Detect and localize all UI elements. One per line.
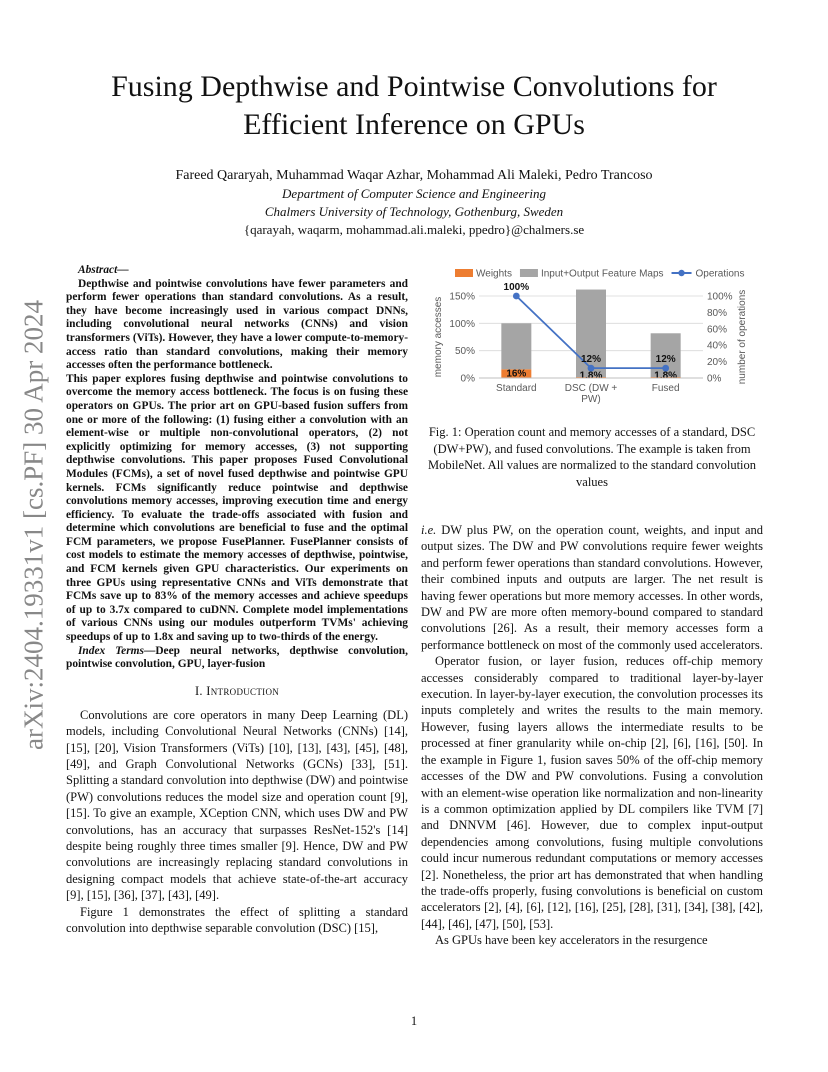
abstract-paragraph-1: Depthwise and pointwise convolutions have fewer parameters and perform fewer operations than standard convolutions. As a result, they have become increasingly used in various compact DNNs, including convolutional neural networks (CNNs) and vision transformers (ViTs). However, they have a lower compute-to-memory-access ratio than standard convolutions, making their memory accesses often the performance bottleneck. xyxy=(66,277,408,372)
y2-tick-label: 0% xyxy=(707,373,722,385)
weights-data-label: 1.8% xyxy=(654,370,678,382)
university: Chalmers University of Technology, Gothenburg, Sweden xyxy=(264,204,564,219)
right-column-text xyxy=(421,522,763,949)
legend-swatch-icon xyxy=(455,269,473,277)
department: Department of Computer Science and Engineering xyxy=(282,186,546,201)
operations-point xyxy=(513,293,520,300)
y2-tick-label: 80% xyxy=(707,307,728,319)
y2-tick-label: 60% xyxy=(707,324,728,336)
y2-axis-title: number of operations xyxy=(737,289,748,385)
weights-data-label: 16% xyxy=(506,368,527,380)
legend-entry-0: Weights xyxy=(476,268,512,280)
page-number: 1 xyxy=(410,1014,418,1028)
section-name: Introduction xyxy=(206,683,280,698)
right-paragraph-3: As GPUs have been key accelerators in the resurgence xyxy=(435,933,708,948)
author-emails: {qarayah, waqarm, mohammad.ali.maleki, ppedro}@chalmers.se xyxy=(243,222,585,237)
y-axis-title: memory accesses xyxy=(433,296,444,378)
operations-data-label: 12% xyxy=(580,354,602,366)
right-paragraph-1-text: DW plus PW, on the operation count, weights, and input and output sizes. The DW and PW convolutions require fewer weights and perform fewer operations than standard convolutions. However, their combined inputs and outputs are larger. The net result is having fewer operations but more memory accesses. In other words, DW and PW are more often memory-bound compared to standard convolutions [26]. As a result, their memory accesses form a performance bottleneck on most of the commonly used accelerators. xyxy=(421,523,763,652)
authors: Fareed Qararyah, Muhammad Waqar Azhar, Mohammad Ali Maleki, Pedro Trancoso xyxy=(175,168,653,183)
title-line-1: Fusing Depthwise and Pointwise Convolutions for xyxy=(111,70,717,103)
section-number: I. xyxy=(194,683,207,698)
right-paragraph-1 xyxy=(421,522,763,653)
y2-tick-label: 20% xyxy=(707,357,728,369)
intro-paragraph-1: Convolutions are core operators in many Deep Learning (DL) models, including Convolutional Neural Networks (CNNs) [14], [15], [20], Vision Transformers (ViTs) [10], [13], [43], [45], [48], [49], and Graph Convolutional Networks (GCNs) [33], [51]. Splitting a standard convolution into depthwise (DW) and pointwise (PW) convolutions reduces the model size and operation count [9], [15]. To give an example, XCeption CNN, which uses DW and PW convolutions, has an accuracy that surpasses ResNet-152's [14] despite being roughly three times smaller [9]. Hence, DW and PW convolutions are increasingly replacing standard convolutions in designing compact models that achieve state-of-the-art accuracy [9], [15], [36], [37], [43], [49]. xyxy=(66,707,408,903)
weights-data-label: 1.8% xyxy=(579,370,603,382)
operations-data-label: 12% xyxy=(655,354,676,366)
intro-paragraph-2: Figure 1 demonstrates the effect of splitting a standard convolution into depthwise separable convolution (DSC) [15], xyxy=(66,904,408,936)
index-terms-label: Index Terms xyxy=(78,644,144,657)
x-tick-label: Standard xyxy=(496,383,537,394)
index-terms xyxy=(66,645,408,672)
chart-legend xyxy=(455,269,744,280)
section-heading-introduction xyxy=(66,684,408,699)
x-tick-label: DSC (DW + PW) xyxy=(564,383,618,405)
y-tick-label: 100% xyxy=(449,318,475,330)
right-paragraph-2: Operator fusion, or layer fusion, reduces off-chip memory accesses considerably compared to traditional layer-by-layer execution. In layer-by-layer execution, the convolution processes its inputs completely and writes the results to the main memory. However, fusing layers allows the intermediate results to be processed at finer granularity while on-chip [2], [6], [16], [50]. In the example in Figure 1, fusion saves 50% of the off-chip memory accesses of the DW and PW convolutions. Fusing a convolution with an element-wise operation like normalization and non-linearity is a common optimization applied by DL compilers like TVM [7] and DNNVM [46]. However, due to complex input-output dependencies among convolutions, fusing multiple convolutions could incur numerous redundant computations or memory accesses [2]. Nonetheless, the prior art has demonstrated that when handling the trade-offs properly, fusing convolutions is beneficial on custom accelerators [2], [4], [6], [12], [16], [25], [28], [31], [34], [38], [42], [44], [46], [47], [50], [53]. xyxy=(421,654,763,931)
paper-title xyxy=(60,68,768,144)
index-terms-text: —Deep neural networks, depthwise convolution, pointwise convolution, GPU, layer-fusion xyxy=(66,644,408,671)
y2-tick-label: 100% xyxy=(707,291,733,303)
arxiv-identifier: arXiv:2404.19331v1 [cs.PF] 30 Apr 2024 xyxy=(18,300,49,750)
legend-marker-icon xyxy=(678,270,684,276)
title-block xyxy=(60,68,768,239)
legend-swatch-icon xyxy=(520,269,538,277)
figure-1 xyxy=(421,258,763,418)
operations-data-label: 100% xyxy=(503,282,530,293)
legend-entry-1: Input+Output Feature Maps xyxy=(540,268,664,280)
y-tick-label: 50% xyxy=(454,346,475,358)
y-tick-label: 0% xyxy=(460,373,475,385)
x-tick-label: Fused xyxy=(651,383,680,394)
y-tick-label: 150% xyxy=(449,291,475,303)
abstract xyxy=(66,264,408,672)
abstract-heading: Abstract— xyxy=(78,264,129,276)
figure-1-caption: Fig. 1: Operation count and memory accesses of a standard, DSC (DW+PW), and fused convolutions. The example is taken from MobileNet. All values are normalized to the standard convolution values xyxy=(427,425,757,489)
title-line-2: Efficient Inference on GPUs xyxy=(243,108,585,141)
left-column xyxy=(66,264,408,937)
right-column xyxy=(421,258,763,949)
legend-entry-2: Operations xyxy=(695,268,745,280)
abstract-paragraph-2: This paper explores fusing depthwise and pointwise convolutions to overcome the memory access bottleneck. The focus is on fusing these operators on GPUs. The prior art on GPU-based fusion suffers from one or more of the following: (1) fusing either a convolution with an element-wise or multiple non-convolutional operators, (2) not explicitly optimizing for memory accesses, (3) not supporting depthwise convolutions. This paper proposes Fused Convolutional Modules (FCMs), a set of novel fused depthwise and pointwise GPU kernels. FCMs significantly reduce pointwise and depthwise convolutions memory accesses, improving execution time and energy efficiency. To evaluate the trade-offs associated with fusion and determine which convolutions are beneficial to fuse and the optimal FCM parameters, we propose FusePlanner. FusePlanner consists of cost models to estimate the memory accesses of depthwise, pointwise, and FCM kernels given GPU characteristics. Our experiments on three GPUs using representative CNNs and ViTs demonstrate that FCMs save up to 83% of the memory accesses and achieve speedups of up to 3.7x compared to cuDNN. Complete model implementations of various CNNs using our modules outperform TVMs' achieving speedups of up to 1.8x and saving up to two-thirds of the energy. xyxy=(66,372,408,644)
bar-segment xyxy=(501,323,531,369)
operations-memory-chart xyxy=(421,258,763,418)
introduction-text xyxy=(66,707,408,937)
ie-abbrev: i.e. xyxy=(421,523,437,537)
y2-tick-label: 40% xyxy=(707,340,728,352)
